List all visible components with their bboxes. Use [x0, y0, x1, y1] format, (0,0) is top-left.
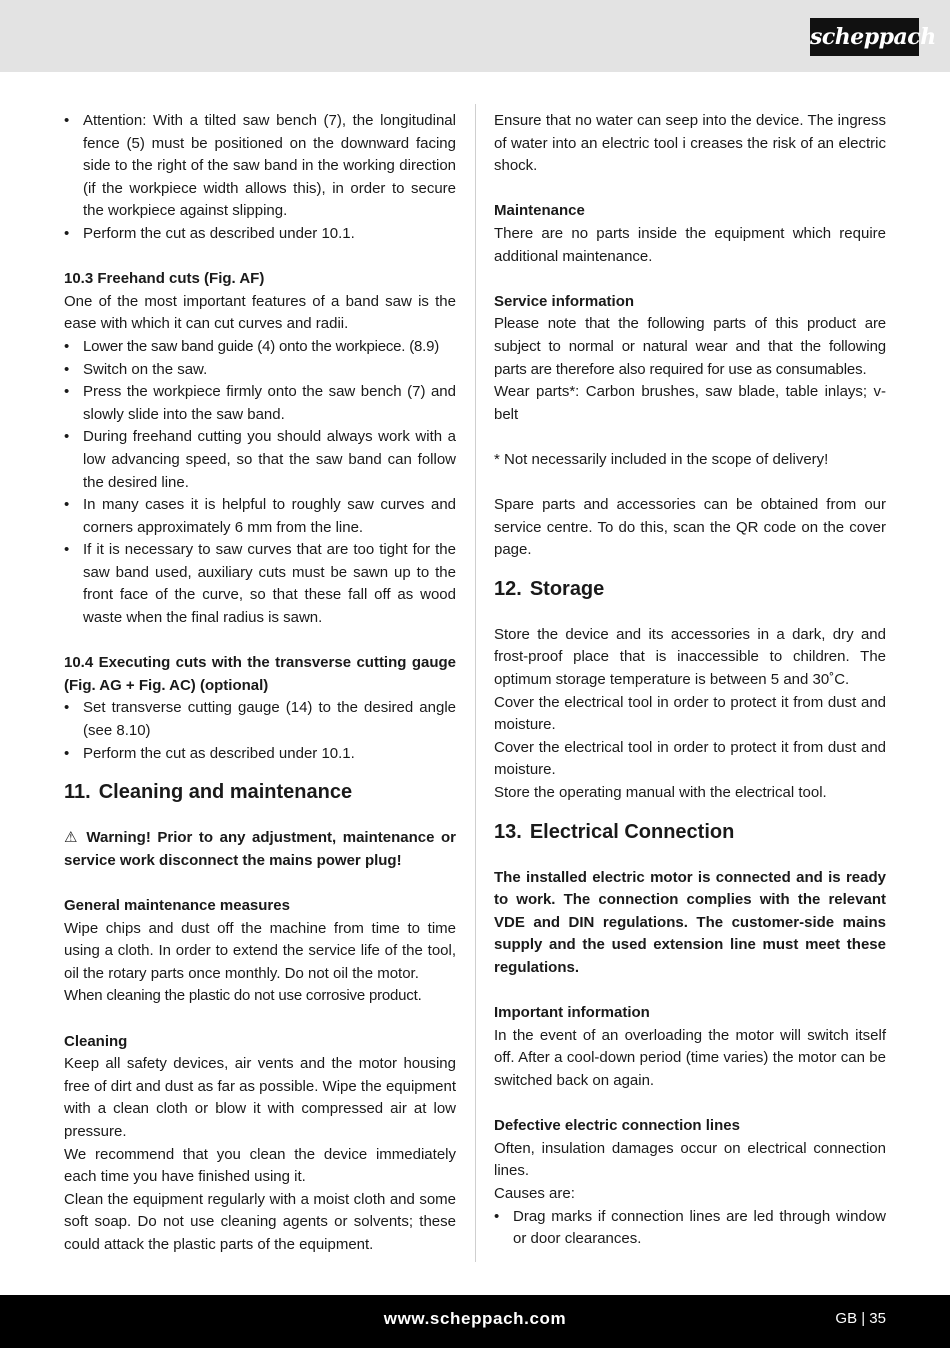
paragraph: In the event of an overloading the motor will switch itself off. After a cool-down period (time varies) the motor can be switched back on again.	[494, 1026, 886, 1089]
list-item: • Perform the cut as described under 10.1.	[64, 223, 456, 246]
service-information-heading: Service information	[494, 292, 635, 310]
footnote: * Not necessarily included in the scope of delivery!	[494, 450, 829, 468]
website-url: www.scheppach.com	[383, 1309, 567, 1328]
list-item: • During freehand cutting you should always work with a low advancing speed, so that the saw band can follow the desired line.	[64, 426, 456, 494]
general-maintenance-heading: General maintenance measures	[64, 897, 290, 914]
list-item: • Switch on the saw.	[64, 359, 456, 382]
paragraph: Store the operating manual with the electrical tool.	[494, 784, 827, 802]
list-item: • In many cases it is helpful to roughly saw curves and corners approximately 6 mm from the line.	[64, 494, 456, 539]
paragraph: Often, insulation damages occur on electrical connection lines.	[494, 1139, 886, 1180]
section-10-3-heading: 10.3 Freehand cuts (Fig. AF)	[64, 270, 265, 288]
paragraph: Cover the electrical tool in order to protect it from dust and moisture.	[494, 738, 886, 779]
cleaning-heading: Cleaning	[64, 1032, 128, 1050]
list-item: • Drag marks if connection lines are led through window or door clearances.	[494, 1206, 886, 1251]
list-item: • Press the workpiece firmly onto the saw bench (7) and slowly slide into the saw band.	[64, 381, 456, 426]
electrical-notice: The installed electric motor is connected and is ready to work. The connection complies with the relevant VDE and DIN regulations. The customer-side mains supply and the used extension line must meet these regulations.	[494, 868, 886, 976]
section-10-4-heading: 10.4 Executing cuts with the transverse cutting gauge (Fig. AG + Fig. AC) (optional)	[64, 654, 456, 694]
footer-bar	[0, 1295, 950, 1348]
maintenance-heading: Maintenance	[494, 202, 585, 220]
warning-text: ⚠ Warning! Prior to any adjustment, maintenance or service work disconnect the mains power plug!	[64, 829, 457, 869]
paragraph: Please note that the following parts of this product are subject to normal or natural wear and that the following parts are therefore also required for use as consumables.	[494, 315, 886, 378]
header-bar	[0, 0, 950, 72]
column-divider	[475, 104, 476, 1262]
paragraph: Clean the equipment regularly with a moist cloth and some soft soap. Do not use cleaning agents or solvents; these could attack the plastic parts of the equipment.	[64, 1190, 456, 1253]
paragraph: Wipe chips and dust off the machine from time to time using a cloth. In order to extend the service life of the tool, oil the rotary parts once monthly. Do not oil the motor.	[64, 919, 456, 982]
paragraph: Ensure that no water can seep into the device. The ingress of water into an electric tool i creases the risk of an electric shock.	[494, 112, 886, 175]
scheppach-logo: scheppach	[810, 18, 919, 56]
list-item: • Lower the saw band guide (4) onto the workpiece. (8.9)	[64, 336, 456, 359]
paragraph: Spare parts and accessories can be obtained from our service centre. To do this, scan the QR code on the cover page.	[494, 496, 886, 559]
list-item: • Attention: With a tilted saw bench (7), the longitudinal fence (5) must be positioned on the downward facing side to the right of the saw band in the working direction (if the workpiece width allows this), in order to secure the workpiece against slipping.	[64, 110, 456, 223]
paragraph: Store the device and its accessories in a dark, dry and frost-proof place that is inaccessible to children. The optimum storage temperature is between 5 and 30˚C.	[494, 625, 886, 689]
paragraph: Cover the electrical tool in order to protect it from dust and moisture.	[494, 693, 886, 734]
left-column	[64, 110, 456, 1257]
page-number: GB | 35	[835, 1310, 886, 1327]
list-item: • Perform the cut as described under 10.1.	[64, 743, 456, 766]
right-column	[494, 110, 886, 1251]
paragraph: Causes are:	[494, 1184, 575, 1202]
paragraph: When cleaning the plastic do not use corrosive product.	[64, 987, 422, 1005]
section-11-heading: 11. Cleaning and maintenance	[64, 781, 353, 804]
section-12-heading: 12. Storage	[494, 577, 605, 600]
warning-icon: ⚠	[64, 829, 80, 847]
paragraph: Keep all safety devices, air vents and the motor housing free of dirt and dust as far as possible. Wipe the equipment with a clean cloth or blow it with compressed air at low pressure.	[64, 1055, 456, 1140]
list-item: • If it is necessary to saw curves that are too tight for the saw band used, auxiliary cuts must be sawn up to the front face of the curve, so that these fall off as wood waste when the final radius is sawn.	[64, 539, 456, 629]
paragraph: One of the most important features of a band saw is the ease with which it can cut curves and radii.	[64, 292, 456, 333]
important-information-heading: Important information	[494, 1004, 650, 1022]
list-item: • Set transverse cutting gauge (14) to the desired angle (see 8.10)	[64, 697, 456, 742]
defective-lines-heading: Defective electric connection lines	[494, 1117, 740, 1135]
paragraph: There are no parts inside the equipment which require additional maintenance.	[494, 224, 886, 265]
paragraph: We recommend that you clean the device immediately each time you have finished using it.	[64, 1145, 456, 1186]
section-13-heading: 13. Electrical Connection	[494, 820, 735, 843]
paragraph: Wear parts*: Carbon brushes, saw blade, table inlays; v-belt	[494, 383, 886, 423]
